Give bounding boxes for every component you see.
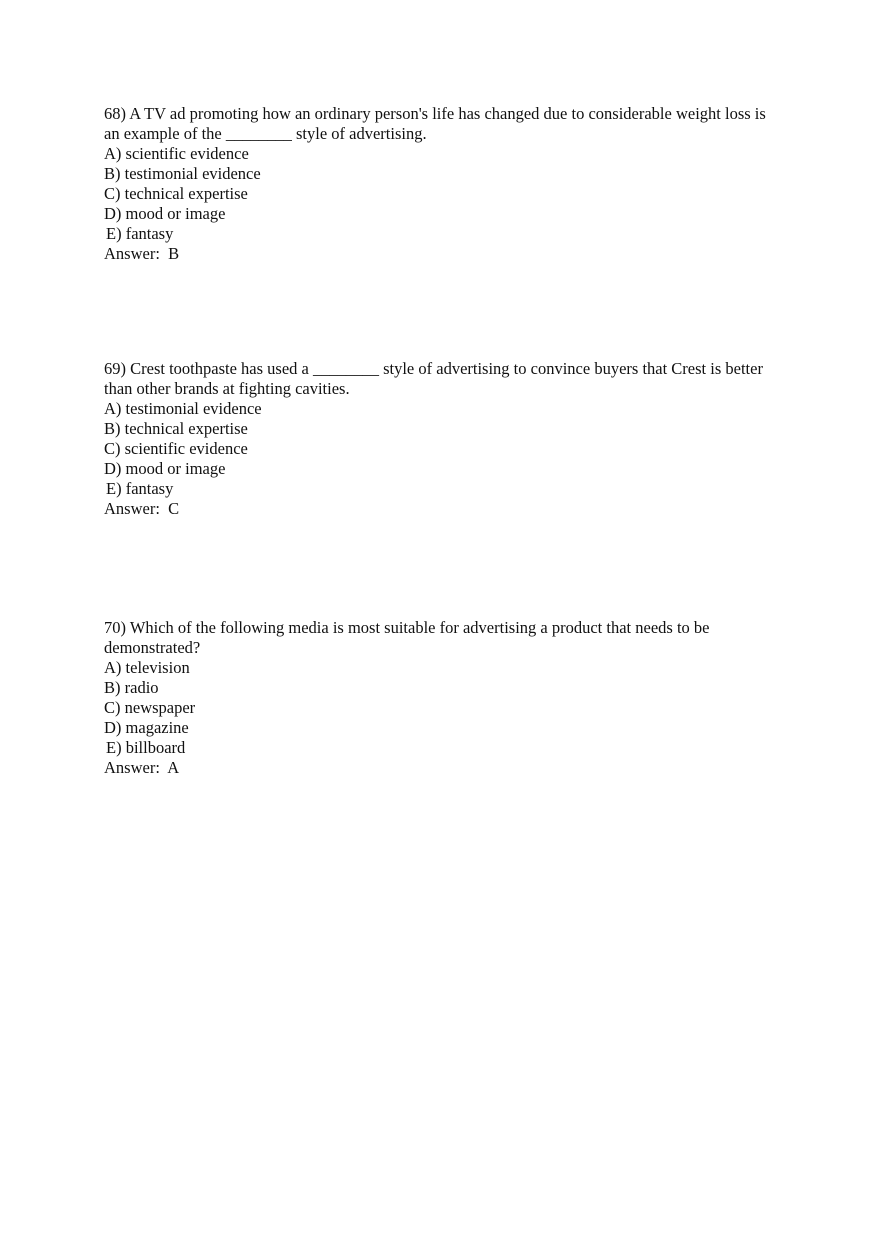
option-d: D) magazine [104,718,189,737]
question-number: 69) [104,359,126,378]
option-c: C) scientific evidence [104,439,248,458]
option-a: A) scientific evidence [104,144,249,163]
option-e: E) fantasy [106,224,174,243]
option-d: D) mood or image [104,459,226,478]
question-number: 70) [104,618,126,637]
question-text: A TV ad promoting how an ordinary person's life has changed due to considerable weight loss is an example of the ________ style of advertising. [104,104,766,143]
option-a: A) television [104,658,190,677]
question-number: 68) [104,104,126,123]
option-b: B) technical expertise [104,419,248,438]
option-a: A) testimonial evidence [104,399,262,418]
question-68 [104,104,784,264]
option-b: B) testimonial evidence [104,164,261,183]
answer: Answer: A [104,758,180,777]
option-b: B) radio [104,678,159,697]
question-stem [104,359,784,399]
question-stem [104,618,784,658]
option-c: C) newspaper [104,698,196,717]
option-e: E) billboard [106,738,186,757]
option-c: C) technical expertise [104,184,248,203]
question-text: Crest toothpaste has used a ________ style of advertising to convince buyers that Crest is better than other brands at fighting cavities. [104,359,763,398]
question-70 [104,618,784,778]
question-stem [104,104,784,144]
question-69 [104,359,784,519]
option-e: E) fantasy [106,479,174,498]
option-d: D) mood or image [104,204,226,223]
question-text: Which of the following media is most suitable for advertising a product that needs to be demonstrated? [104,618,710,657]
answer: Answer: B [104,244,180,263]
answer: Answer: C [104,499,180,518]
